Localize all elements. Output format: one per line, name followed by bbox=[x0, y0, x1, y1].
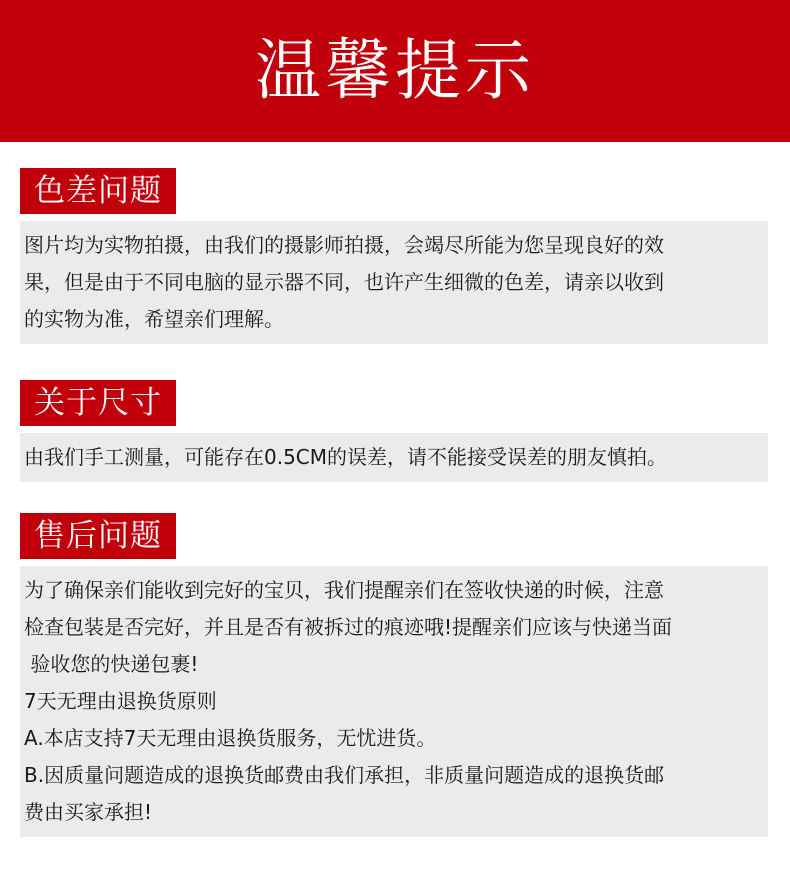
section-tag: 关于尺寸 bbox=[20, 380, 176, 426]
text-line: 的实物为准，希望亲们理解。 bbox=[24, 307, 284, 331]
section-body bbox=[20, 433, 768, 482]
page-title: 温馨提示 bbox=[255, 32, 535, 109]
text-line: B.因质量问题造成的退换货邮费由我们承担，非质量问题造成的退换货邮 bbox=[24, 763, 665, 787]
text-line: 费由买家承担! bbox=[24, 800, 153, 824]
text-line: 由我们手工测量，可能存在0.5CM的误差，请不能接受误差的朋友慎拍。 bbox=[24, 445, 668, 469]
text-line: 图片均为实物拍摄，由我们的摄影师拍摄，会竭尽所能为您呈现良好的效 bbox=[24, 233, 664, 257]
text-line: 检查包装是否完好，并且是否有被拆过的痕迹哦!提醒亲们应该与快递当面 bbox=[24, 615, 673, 639]
section-tag: 售后问题 bbox=[20, 513, 176, 559]
header-banner bbox=[0, 0, 790, 142]
section-body bbox=[20, 566, 768, 837]
section-size bbox=[20, 380, 768, 482]
text-line: 7天无理由退换货原则 bbox=[24, 689, 217, 713]
section-color-difference bbox=[20, 168, 768, 344]
text-line: 果，但是由于不同电脑的显示器不同，也许产生细微的色差，请亲以收到 bbox=[24, 270, 664, 294]
text-line: 为了确保亲们能收到完好的宝贝，我们提醒亲们在签收快递的时候，注意 bbox=[24, 578, 664, 602]
section-after-sales bbox=[20, 513, 768, 837]
text-line: 验收您的快递包裹! bbox=[24, 652, 199, 676]
section-body bbox=[20, 221, 768, 344]
text-line: A.本店支持7天无理由退换货服务，无忧进货。 bbox=[24, 726, 437, 750]
section-tag: 色差问题 bbox=[20, 168, 176, 214]
